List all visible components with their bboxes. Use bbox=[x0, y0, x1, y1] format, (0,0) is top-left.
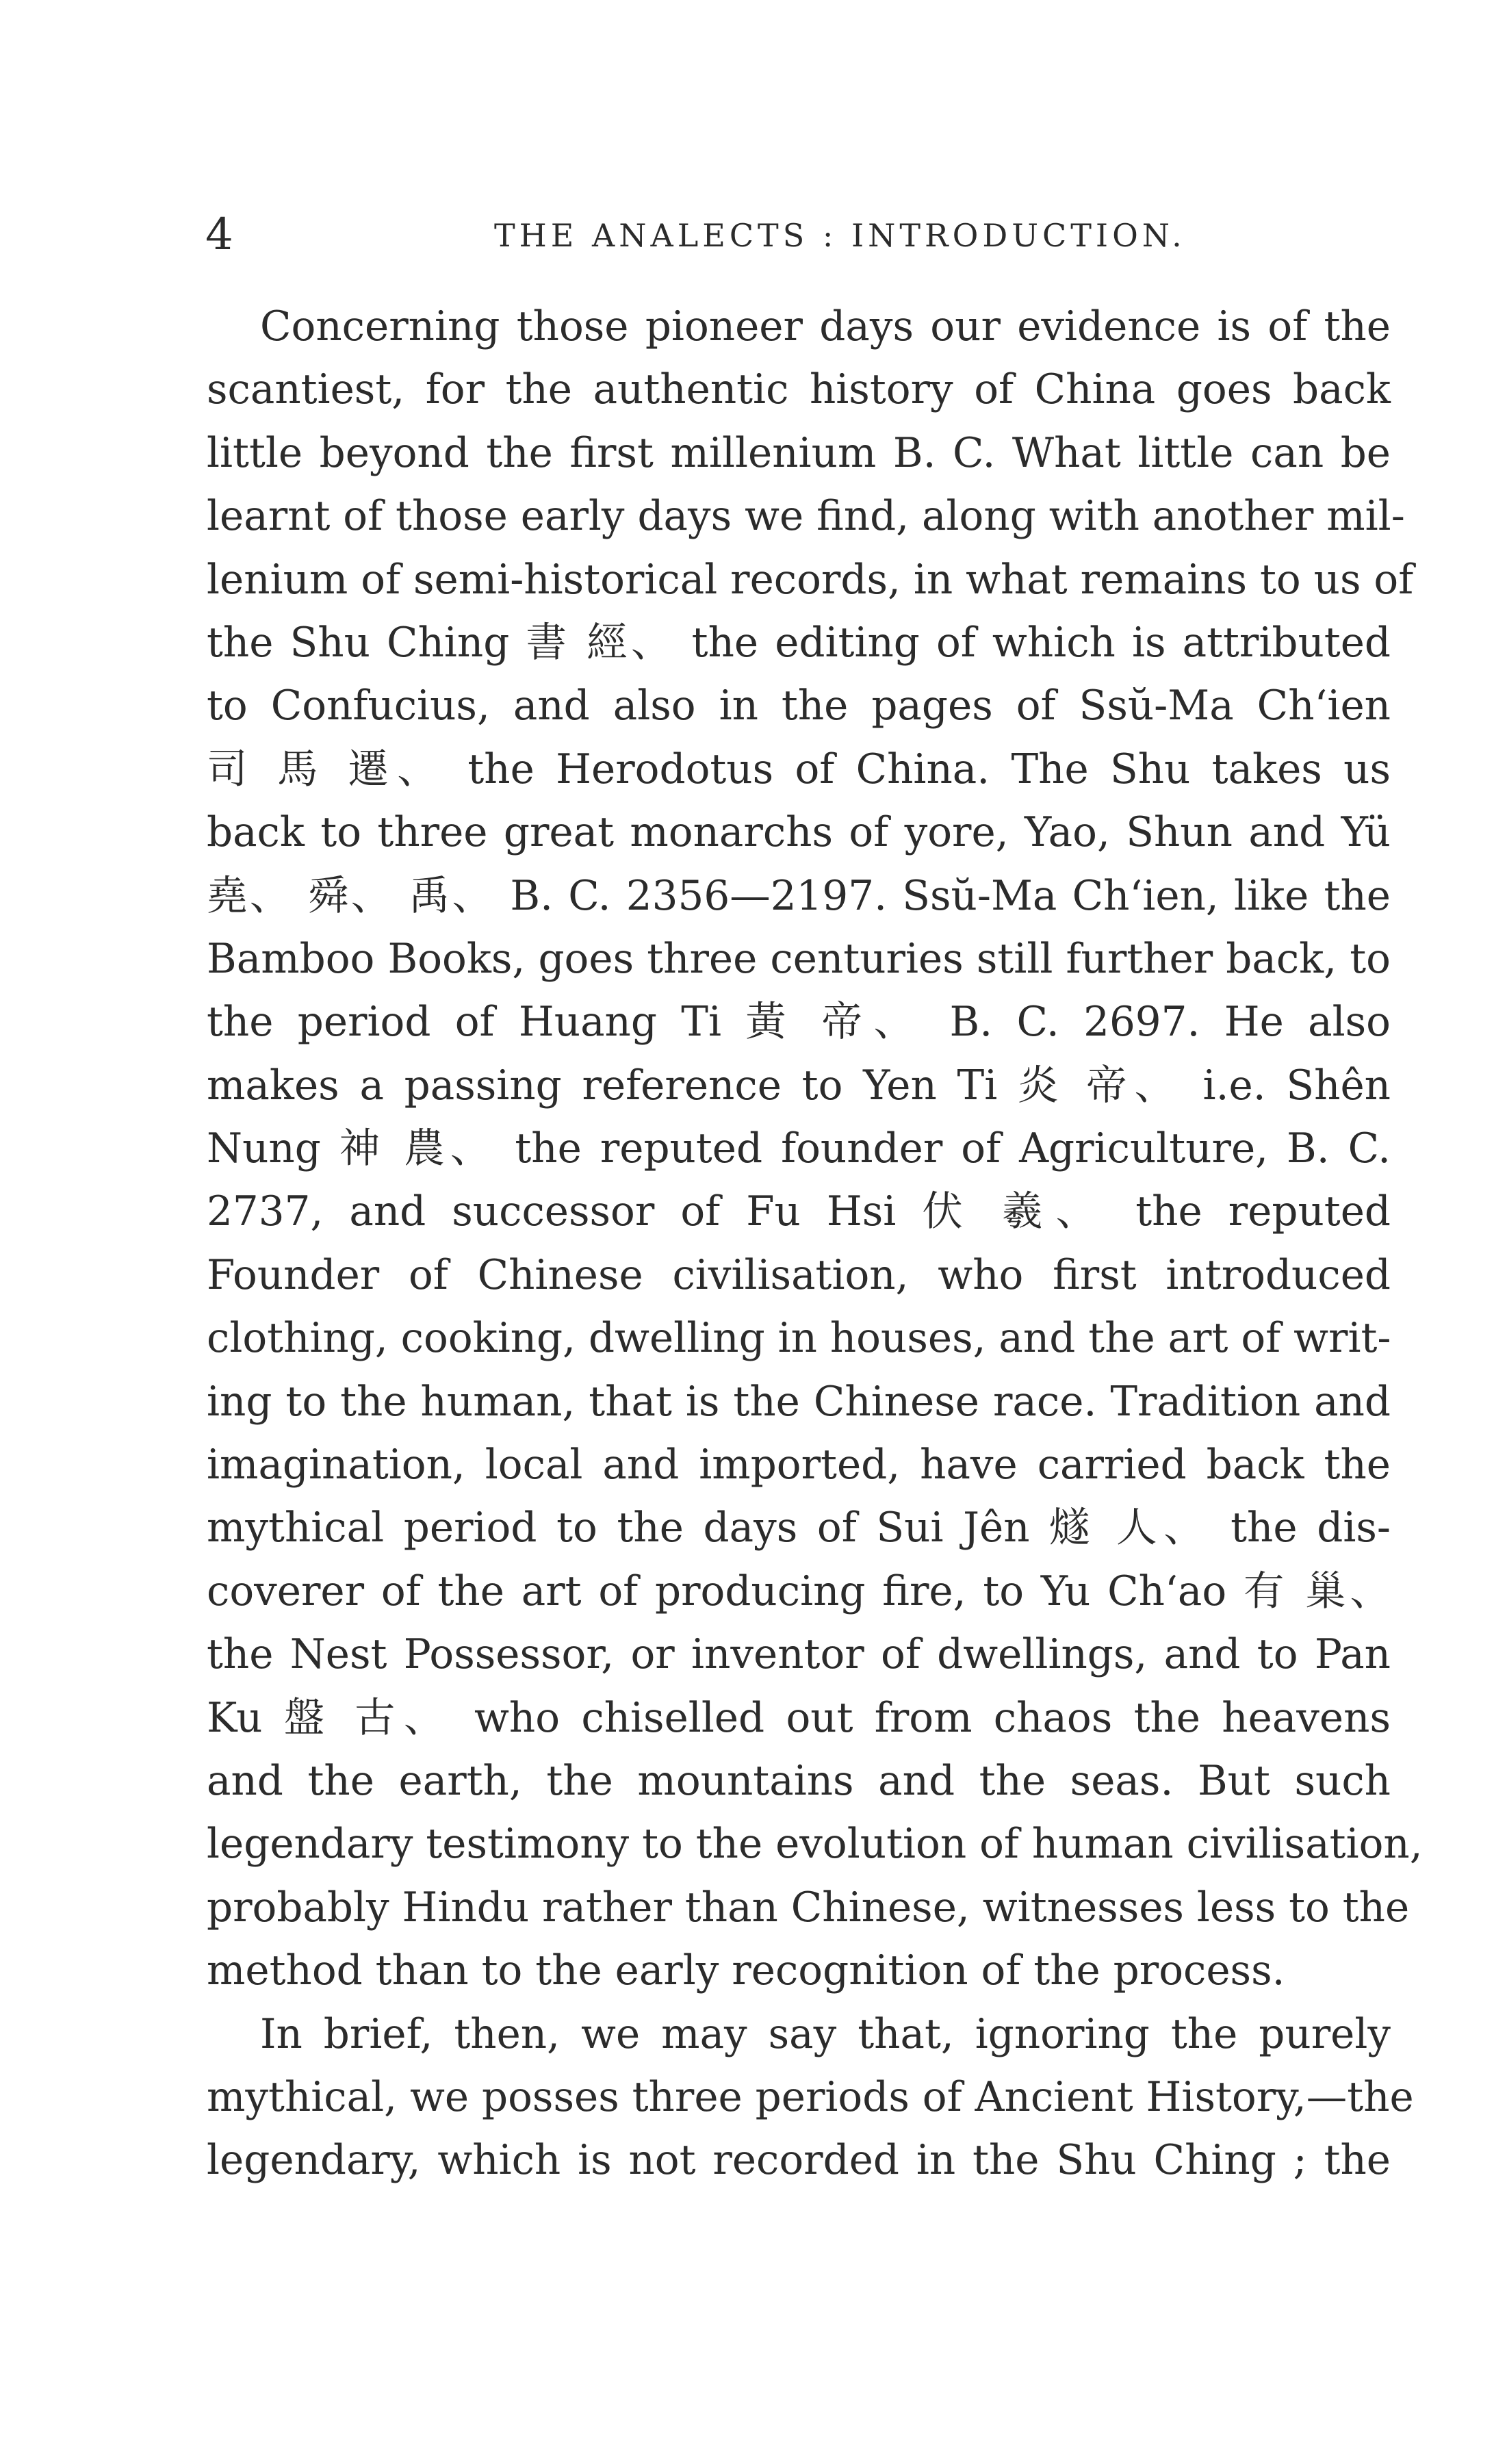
text-line: legendary testimony to the evolution of human civilisation, bbox=[207, 1821, 1423, 1869]
running-header bbox=[205, 204, 1389, 266]
page-number: 4 bbox=[205, 209, 233, 260]
text-line: clothing, cooking, dwelling in houses, and the art of writ- bbox=[207, 1315, 1391, 1363]
text-line: Founder of Chinese civilisation, who first introduced bbox=[207, 1251, 1391, 1299]
text-line: Nung 神 農、 the reputed founder of Agriculture, B. C. bbox=[207, 1125, 1391, 1173]
text-line: imagination, local and imported, have carried back the bbox=[207, 1441, 1391, 1489]
text-line: to Confucius, and also in the pages of Ssŭ-Ma Ch‘ien bbox=[207, 682, 1391, 730]
text-line: method than to the early recognition of the process. bbox=[207, 1947, 1285, 1995]
text-line: scantiest, for the authentic history of China goes back bbox=[207, 366, 1391, 414]
text-line: and the earth, the mountains and the seas. But such bbox=[207, 1757, 1391, 1805]
text-line: mythical, we posses three periods of Ancient History,—the bbox=[207, 2073, 1414, 2121]
text-line: lenium of semi-historical records, in what remains to us of bbox=[207, 556, 1414, 604]
text-line: Ku 盤 古、 who chiselled out from chaos the heavens bbox=[207, 1694, 1391, 1742]
text-line: In brief, then, we may say that, ignoring the purely bbox=[260, 2010, 1391, 2058]
text-line: 司 馬 遷、 the Herodotus of China. The Shu takes us bbox=[207, 745, 1391, 793]
text-line: the Nest Possessor, or inventor of dwellings, and to Pan bbox=[207, 1631, 1391, 1679]
running-header-title: THE ANALECTS : INTRODUCTION. bbox=[494, 217, 1186, 254]
text-line: legendary, which is not recorded in the Shu Ching ; the bbox=[207, 2137, 1391, 2185]
text-line: coverer of the art of producing fire, to Yu Ch‘ao 有 巢、 bbox=[207, 1567, 1391, 1615]
text-line: 2737, and successor of Fu Hsi 伏 羲、 the reputed bbox=[207, 1188, 1391, 1236]
paragraph-2 bbox=[207, 2003, 1414, 2193]
body-text bbox=[207, 296, 1423, 2193]
text-line: back to three great monarchs of yore, Yao, Shun and Yü bbox=[207, 809, 1391, 857]
text-line: ing to the human, that is the Chinese race. Tradition and bbox=[207, 1378, 1391, 1426]
text-line: Bamboo Books, goes three centuries still further back, to bbox=[207, 935, 1391, 983]
text-line: learnt of those early days we find, along with another mil- bbox=[207, 493, 1405, 541]
paragraph-1 bbox=[207, 296, 1423, 2003]
text-line: mythical period to the days of Sui Jên 燧 人、 the dis- bbox=[207, 1504, 1391, 1552]
text-line: the period of Huang Ti 黃 帝、 B. C. 2697. He also bbox=[207, 999, 1391, 1047]
text-line: Concerning those pioneer days our evidence is of the bbox=[260, 303, 1391, 350]
text-line: probably Hindu rather than Chinese, witnesses less to the bbox=[207, 1884, 1410, 1932]
text-line: little beyond the first millenium B. C. What little can be bbox=[207, 429, 1391, 477]
text-line: the Shu Ching 書 經、 the editing of which is attributed bbox=[207, 619, 1391, 667]
text-line: makes a passing reference to Yen Ti 炎 帝、 i.e. Shên bbox=[207, 1062, 1391, 1109]
text-line: 堯、 舜、 禹、 B. C. 2356—2197. Ssŭ-Ma Ch‘ien, like the bbox=[207, 872, 1391, 920]
